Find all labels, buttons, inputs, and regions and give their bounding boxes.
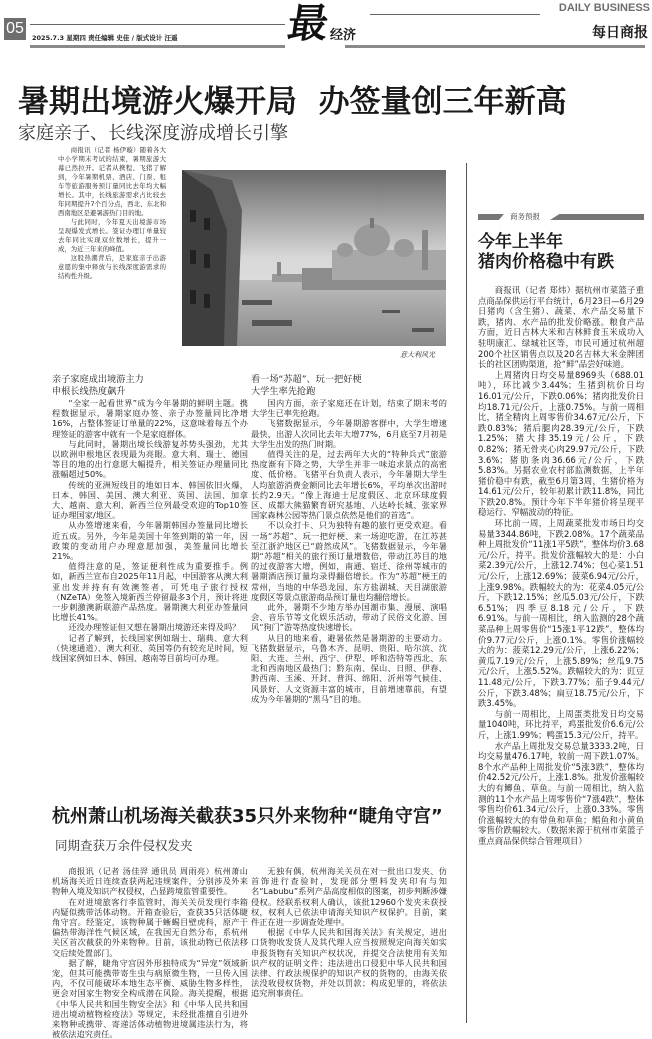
- header-rule-right: [345, 45, 645, 48]
- section-logo: 最: [284, 0, 332, 47]
- photo-caption: 意大利风光: [400, 351, 435, 359]
- article-column-2: [251, 374, 447, 704]
- lead-paragraphs: [58, 146, 166, 281]
- tag-label: 商务预报: [510, 212, 540, 221]
- paragraph: 从目的地来看，避暑依然是暑期游的主要动力。飞猪数据显示，乌鲁木齐、昆明、贵阳、哈尔滨、沈阳、大连、兰州、西宁、伊犁、呼和浩特等西北、东北和西南地区最热门；黔东南、保山、日照、伊春、黔西南、玉溪、开封、普洱、绵阳、沂州等气候佳、风景好、人文资源丰富的城市，目前增速靠前，有望成为今年暑期的“黑马”目的地。: [251, 632, 447, 704]
- section-name: 经济: [330, 28, 357, 43]
- header-rule-top: [30, 24, 285, 25]
- header-rule-top-right: [370, 14, 540, 15]
- column-divider: [466, 163, 467, 1023]
- section-tag: [478, 212, 644, 222]
- main-headline: 暑期出境游火爆开局 办签量创三年新高: [18, 84, 567, 120]
- customs-column-2: [251, 866, 447, 999]
- headline-line: 今年上半年: [478, 232, 563, 252]
- venice-photo: [182, 170, 446, 346]
- pork-headline: [478, 232, 614, 272]
- paragraph: 在对进境旅客行李监管时，海关关员发现行李箱内疑似携带活体动物。开箱查验后，查获35只活体睫角守宫。经鉴定，该物种属于蜥蜴目壁虎科，原产于偏热带海洋性气候区域，在我国无自然分布，系杭州关区首次截获的外来物种。目前，该批动物已依法移交后续处置部门。: [52, 896, 248, 958]
- paragraph: 还没办理签证但又想在暑期出境游还来得及吗？: [68, 622, 241, 633]
- paragraph: 环比前一周，上周蔬菜批发市场日均交易量3344.86吨，下跌2.08%。17个蔬菜品种上周批发价“11涨1平5跌”，整体均价3.68元/公斤，持平。批发价涨幅较大的是：小白菜2.39元/公斤，上涨12.74%；包心菜1.51元/公斤，上涨12.69%；菠菜6.94元/公斤，上涨9.98%。跌幅较大的为：花菜4.05元/公斤，下跌12.15%；丝瓜5.03元/公斤，下跌6.51%；四季豆8.18元/公斤，下跌6.91%。与前一周相比，纳入监测的28个蔬菜品种上周零售价“15涨1平12跌”，整体均价9.77元/公斤，上涨0.1%。零售价涨幅较大的为：菠菜12.29元/公斤，上涨6.22%；黄瓜7.19元/公斤，上涨5.89%；丝瓜9.75元/公斤，上涨5.52%。跌幅较大的为：豇豆11.48元/公斤，下跌3.77%；茄子9.44元/公斤，下跌3.48%；扁豆18.75元/公斤，下跌3.45%。: [478, 518, 644, 709]
- paragraph: 根据《中华人民共和国海关法》有关规定，进出口货物收发货人及其代理人应当按照规定向海关如实申报货物有关知识产权状况，并提交合法使用有关知识产权的证明文件；违法进出口侵犯中华人民共和国法律、行政法规保护的知识产权的货物的，由海关依法没收侵权货物，并处以罚款；构成犯罪的，将依法追究刑事责任。: [251, 927, 447, 999]
- customs-headline: 杭州萧山机场海关截获35只外来物种“睫角守宫”: [52, 806, 443, 827]
- pork-article: [478, 285, 644, 846]
- paragraph: 记者了解到，长线国家例如瑞士、瑞典、意大利（快速通道）、澳大利亚、英国等仍有较充足时间，短线国家例如日本、韩国、越南等目前均可办理。: [52, 632, 248, 664]
- lead-paragraph: 与此同时，今年夏天出境游市场呈现爆发式增长。签证办理订单量较去年同比实现双位数增长，提升一成，为近三年来的峰值。: [58, 218, 166, 253]
- paragraph: 商报讯（记者 郑炜）据杭州市菜篮子重点商品保供运行平台统计，6月23日—6月29日猪肉（含生猪）、蔬菜、水产品交易量下跌，猪肉、水产品的批发价略涨。粮食产品方面，近日吉林大米和吉林鲜食玉米成功入驻明康汇、绿城社区等，市民可通过杭州超200个社区销售点以及20名吉林大米金牌团长的社区团购渠道，抢“鲜”品尝好味道。: [478, 285, 644, 370]
- lead-paragraph: 商报讯（记者 杨伊璇）随着各大中小学期末考试的结束，暑期旅游大幕已然拉开。记者从携程、飞猪了解到，今年暑期机票、酒店、门票、租车等旅游服务预订量同比去年均大幅增长。其中，长线旅游需求占比较去年同期提升7个百分点，西北、东北和西南地区是避暑游热门目的地。: [58, 146, 166, 217]
- paragraph: 与此同时，暑期出境长线游复苏势头强劲，尤其以欧洲申根地区表现最为亮眼。意大利、瑞士、德国等目的地的出行意愿大幅提升，相关签证办理量同比涨幅超过50%。: [52, 438, 248, 480]
- paragraph: “全家一起看世界”成为今年暑期的鲜明主题。携程数据显示，暑期家庭办签、亲子办签量同比净增16%，占整体签证订单量的22%，这意味着每五个办理签证的游客中就有一个是家庭群体。: [52, 398, 248, 439]
- paragraph: 不以众打卡、只为独特有趣的旅行更受欢迎。看一场“苏超”、玩一把好梗、来一场迎吃游，在江苏甚至江浙沪地区已“蔚然成风”。飞猪数据显示，今年暑期“苏超”相关的旅行预订量增数倍，带动江苏目的地的过夜游客大增，例如，南通、宿迁、徐州等城市的暑期酒店预订量均录得翻倍增长。作为“苏超”梗王的常州，当地的中华恐龙园、东方盐湖城、天目湖旅游度假区等景点旅游商品预订量也均翻倍增长。: [251, 520, 447, 602]
- paragraph: 据了解，睫角守宫因外形独特成为“异宠”领域新宠，但其可能携带寄生虫与病原微生物，一旦传入国内，不仅可能破坏本地生态平衡、威胁生物多样性，更会对国家生物安全构成潜在风险。海关提醒，根据《中华人民共和国生物安全法》和《中华人民共和国进出境动植物检疫法》等规定，未经批准擅自引进外来物种或携带、寄递活体动植物进境属违法行为，将被依法追究责任。: [52, 957, 248, 1039]
- column-subhead: 申根长线热度飙升: [52, 386, 126, 397]
- issue-meta: 2025.7.3 星期四 责任编辑 史佳 / 版式设计 汪遥: [32, 34, 178, 42]
- customs-subheadline: 同期查获万余件侵权发夹: [55, 838, 193, 853]
- customs-column-1: [52, 866, 248, 1039]
- paragraph: 国内方面，亲子家庭还在计划，结束了期末考的大学生已率先抢跑。: [251, 398, 447, 419]
- paragraph: 与前一周相比，上周蛋类批发日均交易量1040吨，环比持平，鸡蛋批发价6.6元/公斤，上涨1.99%；鸭蛋15.3元/公斤，持平。: [478, 708, 644, 740]
- brand-chinese: 每日商报: [592, 25, 648, 41]
- page-number: 05: [4, 18, 26, 40]
- column-subhead: 看一场“苏超”、玩一把好梗: [251, 374, 362, 385]
- paragraph: 此外，暑期不少地方举办国潮市集、漫展、演唱会、音乐节等文化娱乐活动，带动了民俗文化游、国风“狗门”游等热度快速增长。: [251, 602, 447, 633]
- paragraph: 值得关注的是，过去两年大火的“特种兵式”旅游热度渐有下降之势，大学生并非一味追求景点的高密度、低价格。飞猪平台负责人表示，今年暑期大学生人均旅游消费金额同比去年增长6%，平均单次出游时长约2.9天。“像上海迪士尼度假区、北京环球度假区、成都大熊猫繁育研究基地、八达岭长城、张家界国家森林公园等热门景点依然是他们的首选”。: [251, 449, 447, 521]
- column-subhead: 亲子家庭成出境游主力: [52, 374, 144, 385]
- brand-english: DAILY BUSINESS: [558, 2, 650, 14]
- paragraph: 从办签增速来看，今年暑期韩国办签量同比增长近五成。另外，今年是美国十年签到期的第一年，因政策的变动用户办理意愿加强，美签量同比增长21%。: [52, 520, 248, 562]
- paragraph: 飞猪数据显示，今年暑期游客群中，大学生增速最快，出游人次同比去年大增77%，6月底至7月初是大学生出发的热门时期。: [251, 418, 447, 449]
- lead-paragraph: 这股热潮背后，是家庭亲子出游意愿的集中释放与长线深度游需求的结构性升级。: [58, 254, 166, 280]
- paragraph: 无独有偶，杭州海关关员在对一批出口发夹、仿首饰进行查验时，发现部分塑料发夹印有与知名“Labubu”系列产品高度相似的图案，初步判断涉嫌侵权。经联系权利人确认，该批12960个发夹未获授权，权利人已依法申请海关知识产权保护。目前，案件正在进一步调查处理中。: [251, 866, 447, 928]
- tag-bar: [550, 214, 644, 220]
- tag-bar: [478, 214, 504, 220]
- paragraph: 商报讯（记者 汤佳羿 通讯员 周雨亮）杭州萧山机场海关近日连续查获两起违规案件，分别涉及外来物种入境及知识产权侵权，凸显跨境监管重要性。: [52, 866, 248, 897]
- header-rule: [30, 45, 285, 48]
- article-column-1: [52, 374, 248, 663]
- paragraph: 上周猪肉日均交易量8969头（688.01吨），环比减少3.44%；生猪到杭价日均16.01元/公斤，下跌0.06%；猪肉批发价日均18.71元/公斤，上涨0.75%。与前一周相比，猪全精肉上周零售价34.67元/公斤，下跌0.83%；猪后腿肉28.39元/公斤，下跌1.25%；猪大排35.19元/公斤，下跌0.82%；猪无骨夹心肉29.97元/公斤，下跌3.6%；猪肋条肉36.66元/公斤，下跌5.83%。另据农业农村部监测数据，上半年猪价稳中有跌，截至6月第3周，生猪价格为14.61元/公斤，较年初累计跌11.8%，同比下跌20.8%。预计今年下半年猪价将呈现平稳运行、窄幅波动的特征。: [478, 369, 644, 518]
- paragraph: 传统的亚洲短线目的地如日本、韩国依旧火爆，日本、韩国、美国、澳大利亚、英国、法国、加拿大、越南、意大利、新西兰位列最受欢迎的Top10签证办理国家/地区。: [52, 479, 248, 521]
- paragraph: 水产品上周批发交易总量3333.2吨，日均交易量476.17吨，较前一周下跌1.07%。8个水产品种上周批发价“5涨3跌”，整体均价42.52元/公斤，上涨1.8%。批发价涨幅较大的有鲫鱼、草鱼。与前一周相比，纳入监测的11个水产品上周零售价“7涨4跌”，整体零售均价61.34元/公斤，上涨0.33%。零售价涨幅较大的有带鱼和草鱼；鲳鱼和小黄鱼零售价跌幅较大。（数据来源于杭州市菜篮子重点商品保供综合管理项目）: [478, 740, 644, 846]
- column-subhead: 大学生率先抢跑: [251, 386, 316, 397]
- paragraph: 值得注意的是，签证便利性成为重要推手。例如，新西兰宣布自2025年11月起，中国游客从澳大利亚出发并持有有效澳签者，可凭电子旅行授权（NZeTA）免签入境新西兰停留最多3个月，预计将进一步刺激澳新联游产品热度。暑期澳大利亚办签量同比增长41%。: [52, 561, 248, 623]
- headline-line: 猪肉价格稳中有跌: [478, 252, 614, 272]
- main-subheadline: 家庭亲子、长线深度游成增长引擎: [18, 123, 288, 144]
